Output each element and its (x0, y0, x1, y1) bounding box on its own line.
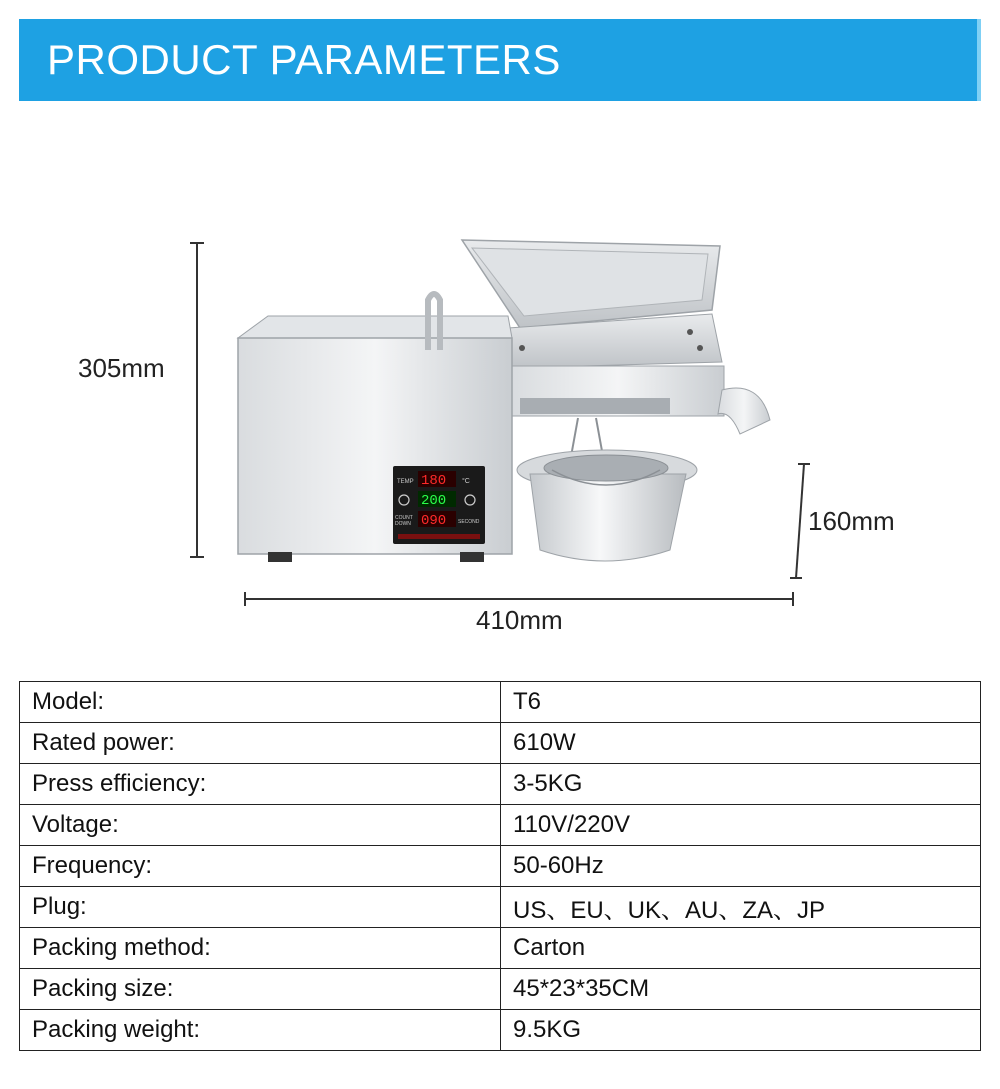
table-row (20, 764, 981, 805)
spec-value: 610W (501, 723, 981, 764)
table-row (20, 887, 981, 928)
spec-key: Press efficiency: (20, 764, 501, 805)
table-row (20, 928, 981, 969)
spec-value: 45*23*35CM (501, 969, 981, 1010)
spec-key: Rated power: (20, 723, 501, 764)
panel-count-value: 090 (421, 513, 447, 529)
table-row (20, 723, 981, 764)
spec-key: Model: (20, 682, 501, 723)
dimension-line-height (190, 243, 204, 557)
spec-value: 110V/220V (501, 805, 981, 846)
spec-key: Voltage: (20, 805, 501, 846)
spec-value: Carton (501, 928, 981, 969)
spec-key: Frequency: (20, 846, 501, 887)
spec-key: Packing weight: (20, 1010, 501, 1051)
height-dimension-label: 305mm (78, 353, 165, 383)
table-row (20, 846, 981, 887)
banner-edge (977, 19, 981, 101)
bowl-height-dimension-label: 160mm (808, 506, 895, 536)
spec-value: 9.5KG (501, 1010, 981, 1051)
table-row (20, 805, 981, 846)
panel-second-label: SECOND (458, 519, 480, 525)
panel-temp-label: TEMP (397, 479, 414, 485)
spec-key: Packing method: (20, 928, 501, 969)
oil-press-illustration (0, 200, 1000, 650)
spec-table (19, 681, 981, 1051)
spec-value: 50-60Hz (501, 846, 981, 887)
panel-temp-value: 180 (421, 473, 447, 489)
dimension-line-bowl (790, 464, 810, 578)
press-block (508, 314, 770, 434)
spec-value: T6 (501, 682, 981, 723)
panel-mid-value: 200 (421, 493, 447, 509)
dimension-line-width (245, 592, 793, 606)
width-dimension-label: 410mm (476, 605, 563, 635)
table-row (20, 969, 981, 1010)
panel-temp-unit: °C (462, 478, 470, 485)
header-banner (19, 19, 977, 101)
page-title: PRODUCT PARAMETERS (47, 36, 561, 83)
spec-key: Packing size: (20, 969, 501, 1010)
spec-value: 3-5KG (501, 764, 981, 805)
table-row (20, 1010, 981, 1051)
panel-count-label-2: DOWN (395, 521, 411, 527)
collection-bowl (517, 418, 697, 561)
panel-count-label-1: COUNT (395, 515, 413, 521)
spec-key: Plug: (20, 887, 501, 928)
table-row (20, 682, 981, 723)
spec-value: US、EU、UK、AU、ZA、JP (501, 887, 981, 928)
product-dimension-figure (0, 200, 1000, 650)
